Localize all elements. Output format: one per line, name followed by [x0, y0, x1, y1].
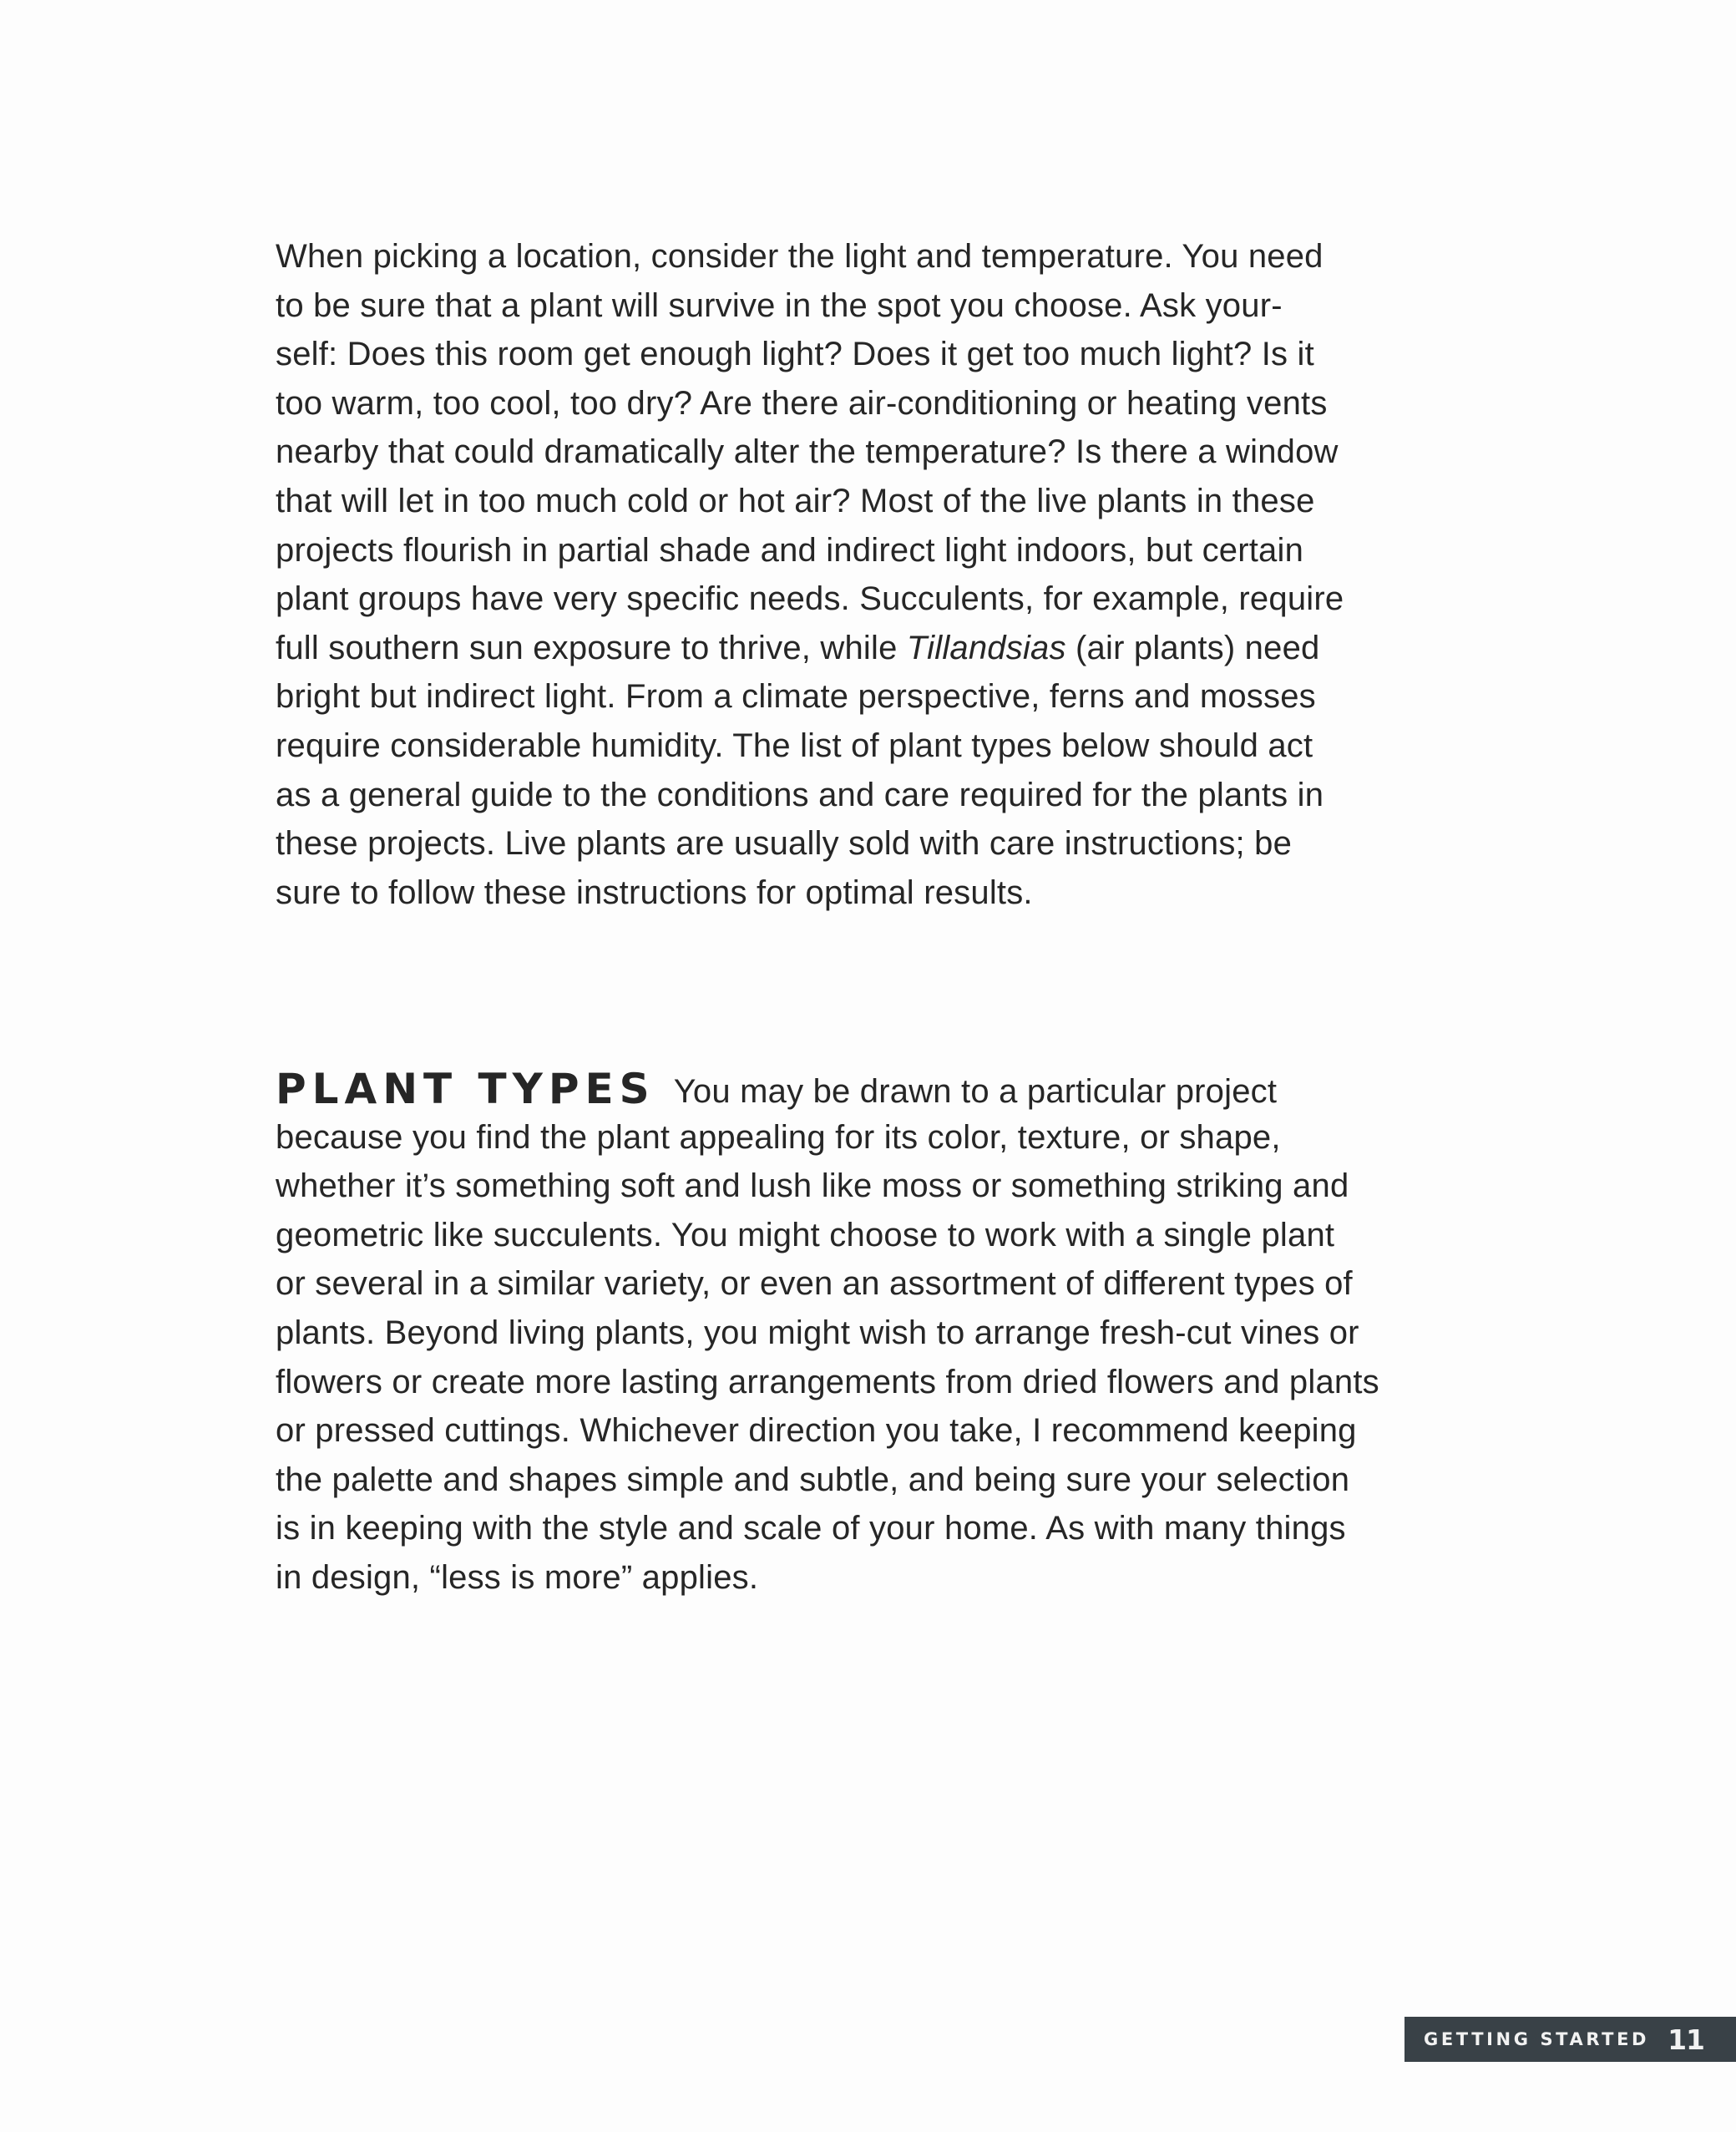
- text-line: the palette and shapes simple and subtle, and being sure your selection: [276, 1461, 1350, 1498]
- heading-line: [276, 1064, 1528, 1113]
- text-line: When picking a location, consider the light and temperature. You need: [276, 238, 1324, 275]
- text-line: because you find the plant appealing for its color, texture, or shape,: [276, 1118, 1281, 1156]
- text-line: in design, “less is more” applies.: [276, 1558, 759, 1596]
- plant-types-section: [276, 1064, 1528, 1603]
- text-line: too warm, too cool, too dry? Are there air-conditioning or heating vents: [276, 384, 1328, 422]
- text-line: is in keeping with the style and scale of your home. As with many things: [276, 1510, 1346, 1547]
- text-line: to be sure that a plant will survive in the spot you choose. Ask your-: [276, 286, 1283, 324]
- page-number: 11: [1668, 2023, 1704, 2056]
- text-line: bright but indirect light. From a climate perspective, ferns and mosses: [276, 678, 1316, 716]
- text-line: sure to follow these instructions for optimal results.: [276, 874, 1033, 911]
- text-line: or several in a similar variety, or even an assortment of different types of: [276, 1265, 1353, 1303]
- text-line-with-italic: [276, 624, 1528, 673]
- text-line: geometric like succulents. You might choose to work with a single plant: [276, 1216, 1335, 1253]
- page-footer: [1404, 2017, 1736, 2062]
- intro-paragraph: [276, 232, 1528, 917]
- footer-section-title: GETTING STARTED: [1424, 2029, 1650, 2049]
- text-line: or pressed cuttings. Whichever direction you take, I recommend keeping: [276, 1412, 1357, 1450]
- text-run: full southern sun exposure to thrive, while: [276, 629, 907, 666]
- text-run: You may be drawn to a particular project: [673, 1073, 1278, 1110]
- text-line: self: Does this room get enough light? Does it get too much light? Is it: [276, 336, 1314, 373]
- text-line: nearby that could dramatically alter the temperature? Is there a window: [276, 433, 1339, 471]
- text-line: that will let in too much cold or hot air? Most of the live plants in these: [276, 482, 1315, 519]
- italic-term-tillandsias: Tillandsias: [906, 629, 1066, 666]
- text-line: projects flourish in partial shade and indirect light indoors, but certain: [276, 531, 1304, 569]
- section-heading: PLANT TYPES: [276, 1065, 655, 1113]
- text-line: whether it’s something soft and lush like moss or something striking and: [276, 1167, 1349, 1205]
- text-line: these projects. Live plants are usually sold with care instructions; be: [276, 825, 1293, 863]
- text-line: require considerable humidity. The list of plant types below should act: [276, 727, 1313, 764]
- text-line: plants. Beyond living plants, you might wish to arrange fresh-cut vines or: [276, 1314, 1359, 1351]
- text-run: (air plants) need: [1065, 629, 1320, 666]
- text-line: as a general guide to the conditions and care required for the plants in: [276, 776, 1324, 813]
- text-line: flowers or create more lasting arrangements from dried flowers and plants: [276, 1363, 1379, 1400]
- text-line: plant groups have very specific needs. Succulents, for example, require: [276, 580, 1344, 618]
